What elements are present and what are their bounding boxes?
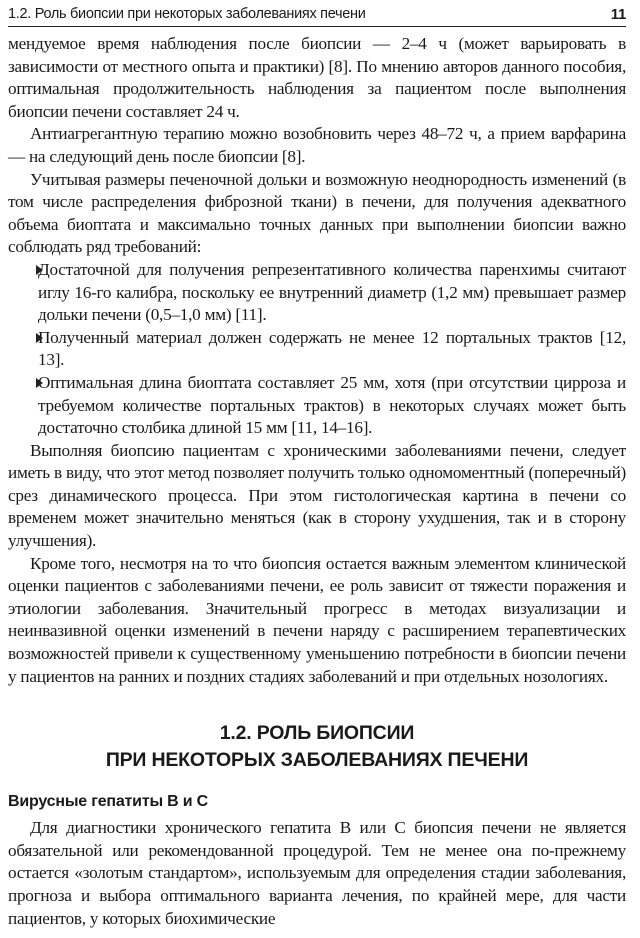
paragraph-requirements-intro: Учитывая размеры печеночной дольки и возможную неоднородность изменений (в том числе распределения фиброзной ткани) в печени, для получения адекватного объема биоптата и максимально точных данных при выполнении биопсии важно соблюдать ряд требований: <box>8 169 626 257</box>
section-title-line-1: 1.2. РОЛЬ БИОПСИИ <box>219 722 415 745</box>
section-title <box>8 720 626 774</box>
subsection-title: Вирусные гепатиты B и C <box>8 793 209 811</box>
list-item <box>8 259 626 327</box>
list-item-text: Достаточной для получения репрезентативного количества паренхимы считают иглу 16-го калибра, поскольку ее внутренний диаметр (1,2 мм) превышает размер дольки печени (0,5–1,0 мм) [11]. <box>38 259 626 325</box>
running-title: 1.2. Роль биопсии при некоторых заболеваниях печени <box>8 6 366 22</box>
paragraph-snapshot: Выполняя биопсию пациентам с хроническими заболеваниями печени, следует иметь в виду, что этот метод позволяет получить только одномоментный (поперечный) срез динамического процесса. При этом гистологическая картина в печени со временем может значительно меняться (как в сторону ухудшения, так и в сторону улучшения). <box>8 440 626 551</box>
paragraph-viral-hepatitis: Для диагностики хронического гепатита B или C биопсия печени не является обязательной или рекомендованной процедурой. Тем не менее она по-прежнему остается «золотым стандартом», используемым для определения стадии заболевания, прогноза и выбора оптимального варианта лечения, по крайней мере, для части пациентов, у которых биохимические <box>8 818 626 928</box>
running-header <box>8 2 626 27</box>
triangle-bullet-icon <box>36 378 43 388</box>
page-number: 11 <box>610 5 626 23</box>
requirements-list <box>8 259 626 440</box>
paragraph-antiplatelet: Антиагрегантную терапию можно возобновить через 48–72 ч, а прием варфарина — на следующий день после биопсии [8]. <box>8 124 626 166</box>
triangle-bullet-icon <box>36 333 43 343</box>
list-item-text: Оптимальная длина биоптата составляет 25 мм, хотя (при отсутствии цирроза и требуемом количестве портальных трактов) в некоторых случаях может быть достаточно столбика длиной 15 мм [11, 14–16]. <box>38 372 626 438</box>
section-title-line-2: ПРИ НЕКОТОРЫХ ЗАБОЛЕВАНИЯХ ПЕЧЕНИ <box>105 749 529 772</box>
list-item-text: Полученный материал должен содержать не менее 12 портальных трактов [12, 13]. <box>38 327 626 370</box>
paragraph-role: Кроме того, несмотря на то что биопсия остается важным элементом клинической оценки пациентов с заболеваниями печени, ее роль зависит от тяжести поражения и этиологии заболевания. Значительный прогресс в методах визуализации и неинвазивной оценки изменений в печени наряду с расширением терапевтических возможностей привели к существенному уменьшению потребности в биопсии печени у пациентов на ранних и поздних стадиях заболеваний и при отдельных нозологиях. <box>8 553 626 686</box>
paragraph-continued: мендуемое время наблюдения после биопсии — 2–4 ч (может варьировать в зависимости от местного опыта и практики) [8]. По мнению авторов данного пособия, оптимальная продолжительность наблюдения за пациентом после выполнения биопсии печени составляет 24 ч. <box>8 34 626 121</box>
list-item <box>8 372 626 440</box>
list-item <box>8 327 626 372</box>
triangle-bullet-icon <box>36 265 43 275</box>
body-text <box>8 33 626 930</box>
